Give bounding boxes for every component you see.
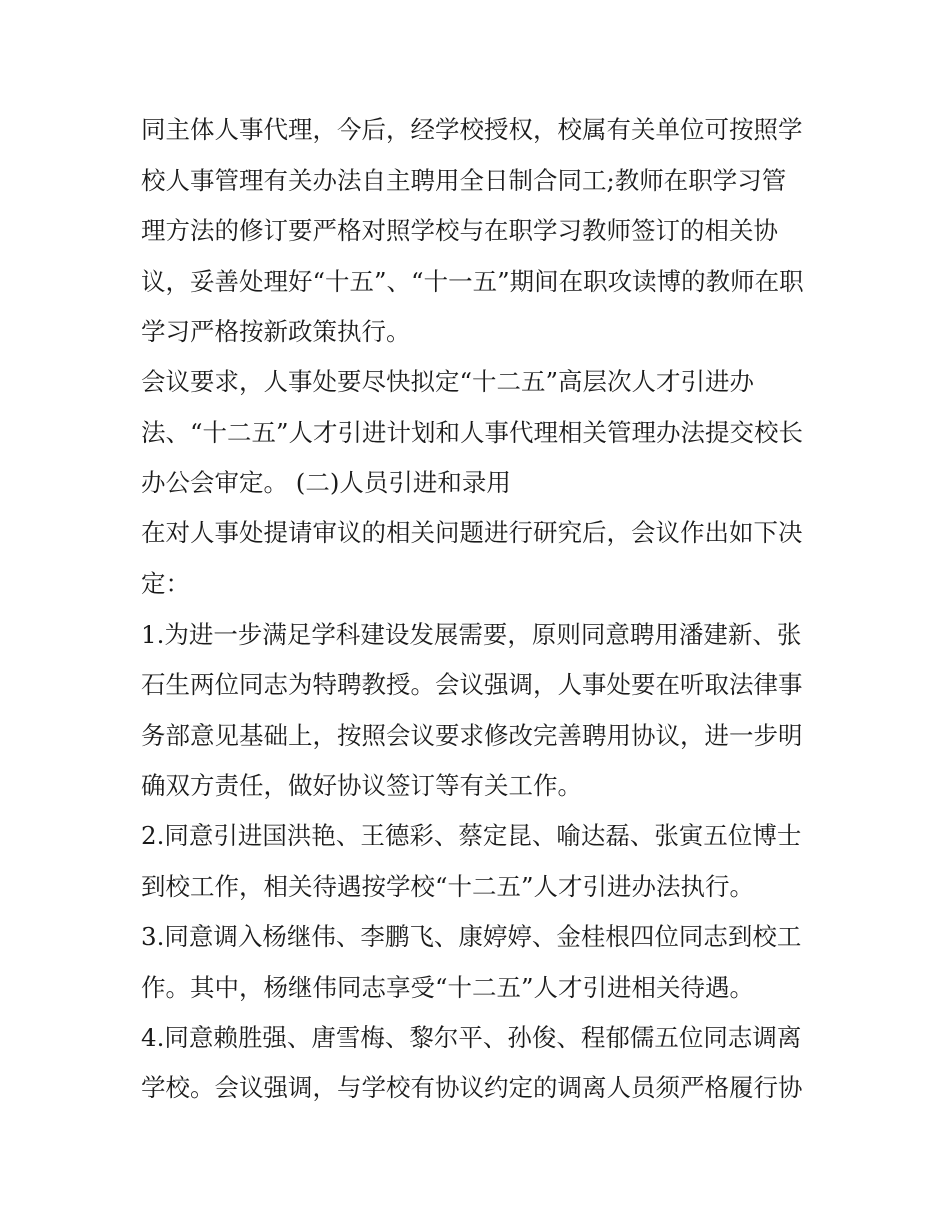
- text-line: 校人事管理有关办法自主聘用全日制合同工;教师在职学习管: [141, 166, 787, 195]
- text-line: 理方法的修订要严格对照学校与在职学习教师签订的相关协: [141, 216, 778, 245]
- text-line: 法、“十二五”人才引进计划和人事代理相关管理办法提交校长: [141, 418, 804, 447]
- text-line: 3.同意调入杨继伟、李鹏飞、康婷婷、金桂根四位同志到校工: [141, 922, 802, 951]
- text-line: 学习严格按新政策执行。: [141, 317, 411, 346]
- text-line: 议，妥善处理好“十五”、“十一五”期间在职攻读博的教师在职: [141, 267, 804, 296]
- text-line: 务部意见基础上，按照会议要求修改完善聘用协议，进一步明: [141, 721, 803, 750]
- text-line: 1.为进一步满足学科建设发展需要，原则同意聘用潘建新、张: [141, 620, 802, 649]
- text-line: 会议要求，人事处要尽快拟定“十二五”高层次人才引进办: [141, 367, 755, 396]
- text-line: 作。其中，杨继伟同志享受“十二五”人才引进相关待遇。: [141, 973, 755, 1002]
- text-line: 定：: [141, 569, 190, 598]
- text-line: 同主体人事代理，今后，经学校授权，校属有关单位可按照学: [141, 115, 803, 144]
- text-line: 4.同意赖胜强、唐雪梅、黎尔平、孙俊、程郁儒五位同志调离: [141, 1023, 802, 1052]
- text-line: 办公会审定。 (二)人员引进和录用: [141, 468, 511, 497]
- text-line: 确双方责任，做好协议签订等有关工作。: [141, 771, 582, 800]
- text-line: 2.同意引进国洪艳、王德彩、蔡定昆、喻达磊、张寅五位博士: [141, 821, 802, 850]
- text-line: 石生两位同志为特聘教授。会议强调，人事处要在听取法律事: [141, 670, 803, 699]
- text-line: 学校。会议强调，与学校有协议约定的调离人员须严格履行协: [141, 1073, 803, 1102]
- text-line: 在对人事处提请审议的相关问题进行研究后，会议作出如下决: [141, 518, 803, 547]
- text-line: 到校工作，相关待遇按学校“十二五”人才引进办法执行。: [141, 872, 755, 901]
